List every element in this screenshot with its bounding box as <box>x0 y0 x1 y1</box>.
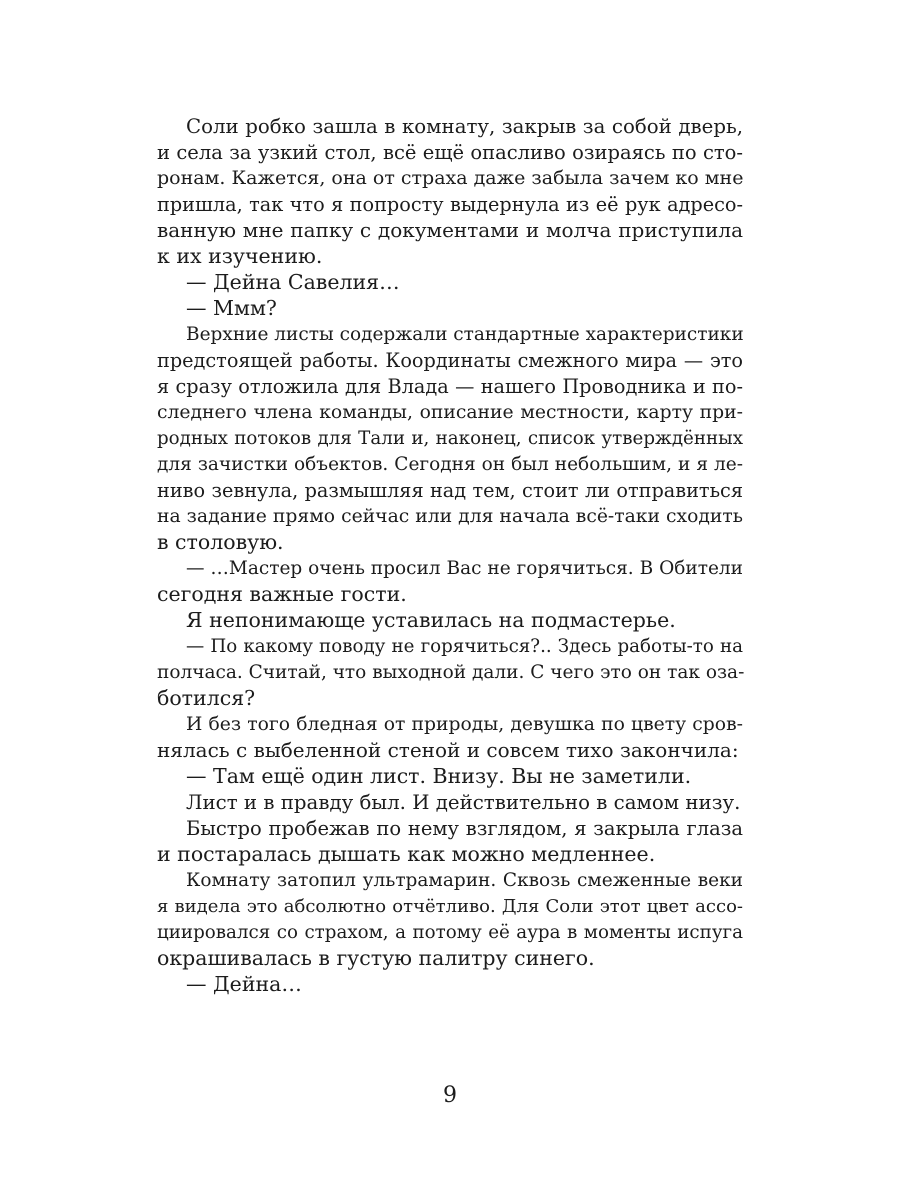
page-number: 9 <box>443 1083 457 1108</box>
text-line: и постаралась дышать как можно медленнее. <box>157 842 656 866</box>
text-line: Комнату затопил ультрамарин. Сквозь смеженные веки <box>186 870 743 891</box>
text-line: и села за узкий стол, всё ещё опасливо озираясь по сто- <box>157 141 743 164</box>
text-line: предстоящей работы. Координаты смежного мира — это <box>157 349 743 372</box>
text-line: на задание прямо сейчас или для начала всё-таки сходить <box>157 506 743 527</box>
text-line: — Дейна Савелия… <box>186 270 400 294</box>
text-line: — Там ещё один лист. Внизу. Вы не заметили. <box>186 764 692 788</box>
text-line: циировался со страхом, а потому её аура в моменты испуга <box>157 922 743 943</box>
text-line: — По какому поводу не горячиться?.. Здесь работы-то на <box>186 636 743 657</box>
text-line: пришла, так что я попросту выдернула из её рук адресо- <box>157 193 743 216</box>
text-line: в столовую. <box>157 530 284 554</box>
text-line: Лист и в правду был. И действительно в самом низу. <box>186 791 741 814</box>
text-line: И без того бледная от природы, девушка по цвету сров- <box>186 714 743 735</box>
text-line: Соли робко зашла в комнату, закрыв за собой дверь, <box>186 115 743 138</box>
text-line: — Дейна… <box>186 972 302 996</box>
text-line: Я непонимающе уставилась на подмастерье. <box>186 608 676 632</box>
text-line: окрашивалась в густую палитру синего. <box>157 946 595 970</box>
text-line: нялась с выбеленной стеной и совсем тихо закончила: <box>157 738 739 762</box>
text-line: Быстро пробежав по нему взглядом, я закрыла глаза <box>186 817 743 840</box>
text-line: — Ммм? <box>186 296 277 320</box>
text-line: к их изучению. <box>157 244 323 268</box>
text-line: я сразу отложила для Влада — нашего Проводника и по- <box>157 375 743 398</box>
text-line: сегодня важные гости. <box>157 582 407 606</box>
text-line: ботился? <box>157 686 256 710</box>
text-line: ронам. Кажется, она от страха даже забыла зачем ко мне <box>157 167 744 189</box>
text-line: ниво зевнула, размышляя над тем, стоит ли отправиться <box>157 479 743 502</box>
text-line: Верхние листы содержали стандартные характеристики <box>186 324 744 345</box>
text-line: ванную мне папку с документами и молча приступила <box>157 218 743 242</box>
text-line: родных потоков для Тали и, наконец, список утверждённых <box>157 428 743 449</box>
text-line: следнего члена команды, описание местности, карту при- <box>157 402 743 423</box>
text-line: — …Мастер очень просил Вас не горячиться. В Обители <box>186 558 743 579</box>
text-line: полчаса. Считай, что выходной дали. С чего это он так оза- <box>157 662 745 683</box>
text-line: я видела это абсолютно отчётливо. Для Соли этот цвет ассо- <box>157 896 743 917</box>
text-line: для зачистки объектов. Сегодня он был небольшим, и я ле- <box>157 454 743 475</box>
